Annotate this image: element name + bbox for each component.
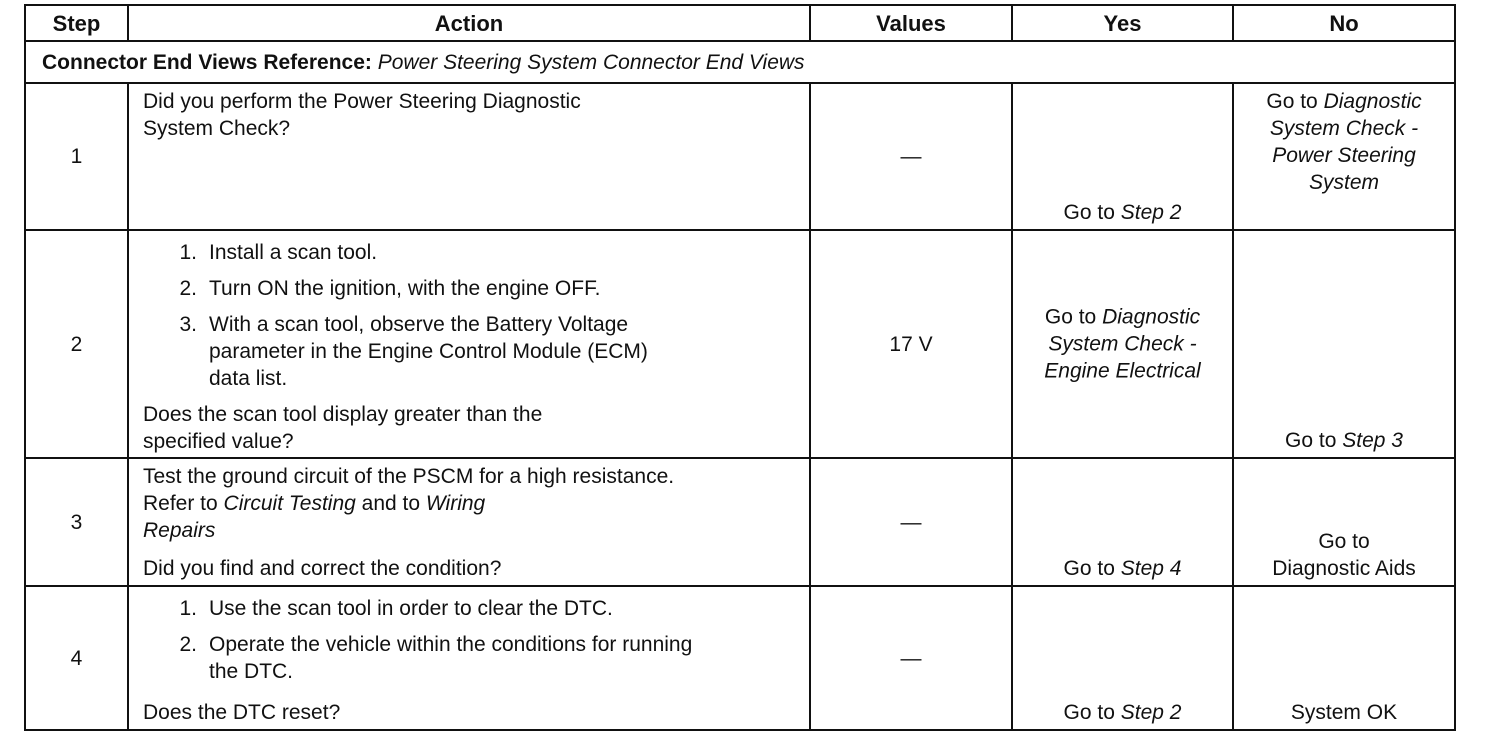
yes-link[interactable]: Diagnostic [1102,305,1201,329]
yes-link[interactable]: System Check - [1048,332,1197,356]
circuit-testing-link[interactable]: Circuit Testing [223,492,356,515]
yes-link[interactable]: Engine Electrical [1044,359,1201,383]
reference-label: Connector End Views Reference: [42,50,372,74]
list-text: parameter in the Engine Control Module (ECM) [209,340,648,363]
header-action: Action [128,5,810,41]
yes-cell [1012,230,1233,458]
question-text: Did you find and correct the condition? [143,557,502,580]
yes-prefix: Go to [1063,557,1115,580]
action-cell [128,586,810,730]
no-prefix: Go to [1285,429,1337,452]
list-text: Operate the vehicle within the conditions for running [209,633,693,656]
wiring-repairs-link[interactable]: Wiring [425,492,486,515]
question-text: specified value? [143,430,294,453]
no-cell [1233,83,1455,230]
step-number: 1 [25,83,128,230]
yes-cell [1012,586,1233,730]
value-cell: — [810,83,1012,230]
reference-row [25,41,1455,83]
yes-link[interactable]: Step 2 [1120,201,1182,224]
no-link[interactable]: Power Steering [1272,144,1416,167]
no-link[interactable]: System Check - [1269,117,1419,140]
list-number: 1. [179,241,197,264]
yes-cell [1012,83,1233,230]
table-row [25,458,1455,586]
action-text: System Check? [143,117,291,140]
list-number: 2. [179,277,197,300]
no-prefix: Go to [1318,530,1370,553]
diagnostic-table [24,4,1456,731]
reference-link[interactable]: Power Steering System Connector End Views [377,50,805,74]
yes-link[interactable]: Step 4 [1120,557,1182,580]
no-prefix: Go to [1266,90,1318,113]
yes-link[interactable]: Step 2 [1120,701,1182,724]
action-text: Refer to [143,492,218,515]
question-text: Does the scan tool display greater than the [143,403,543,426]
header-step: Step [25,5,128,41]
no-result: System OK [1290,701,1398,724]
action-list [143,239,799,392]
list-item [143,595,799,622]
diagnostic-aids-link[interactable]: Diagnostic Aids [1272,557,1416,580]
list-item [143,311,799,392]
no-cell [1233,586,1455,730]
action-text: and to [361,492,421,515]
header-yes: Yes [1012,5,1233,41]
no-cell [1233,230,1455,458]
step-number: 3 [25,458,128,586]
list-text-block [209,311,799,392]
no-link[interactable]: Step 3 [1342,429,1403,452]
value-cell: — [810,586,1012,730]
no-link[interactable]: System [1308,171,1379,194]
list-text: With a scan tool, observe the Battery Voltage [209,313,629,336]
list-text: Install a scan tool. [209,241,378,264]
step-number: 2 [25,230,128,458]
list-number: 1. [179,597,197,620]
step-number: 4 [25,586,128,730]
yes-prefix: Go to [1063,701,1115,724]
table-row [25,586,1455,730]
action-cell [128,230,810,458]
action-text: Test the ground circuit of the PSCM for a high resistance. [143,465,675,488]
header-values: Values [810,5,1012,41]
list-number: 3. [179,313,197,336]
yes-prefix: Go to [1044,305,1097,329]
connector-reference [25,41,1455,83]
list-text: Use the scan tool in order to clear the DTC. [209,597,613,620]
table-row [25,83,1455,230]
list-text: the DTC. [209,660,294,683]
list-item [143,275,799,302]
action-cell [128,83,810,230]
wiring-repairs-link[interactable]: Repairs [143,519,216,542]
yes-prefix: Go to [1063,201,1115,224]
value-cell: 17 V [810,230,1012,458]
list-text: data list. [209,367,288,390]
list-item [143,239,799,266]
header-row [25,5,1455,41]
no-link[interactable]: Diagnostic [1323,90,1422,113]
value-cell: — [810,458,1012,586]
no-cell [1233,458,1455,586]
action-list [143,595,799,685]
yes-cell [1012,458,1233,586]
table-row [25,230,1455,458]
action-text: Did you perform the Power Steering Diagnostic [143,90,581,113]
header-no: No [1233,5,1455,41]
action-cell [128,458,810,586]
list-item [143,631,799,685]
list-number: 2. [179,633,197,656]
question-text: Does the DTC reset? [143,701,341,724]
list-text-block [209,631,799,685]
list-text: Turn ON the ignition, with the engine OFF. [209,277,601,300]
